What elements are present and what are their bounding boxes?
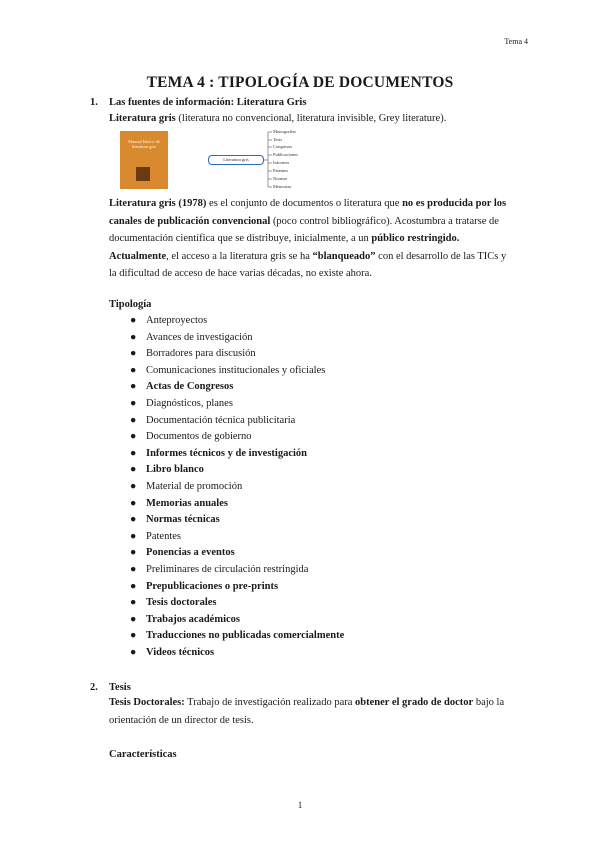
list-item xyxy=(130,396,344,413)
list-item xyxy=(130,462,344,479)
text-run: es el conjunto de documentos o literatura que xyxy=(206,198,403,209)
text-bold: Actualmente xyxy=(109,250,167,262)
concept-map-item: Publicaciones xyxy=(273,152,298,157)
section-1-number: 1. xyxy=(90,97,98,108)
text-run: Trabajo de investigación realizado para xyxy=(184,697,356,708)
text-run: , el acceso a la literatura gris se ha xyxy=(166,250,313,262)
list-item xyxy=(130,446,344,463)
term-bold: Literatura gris (1978) xyxy=(109,198,207,209)
list-item-label: Actas de Congresos xyxy=(146,381,234,393)
bullet-icon: ● xyxy=(130,514,137,526)
list-item xyxy=(130,512,344,529)
tipologia-list xyxy=(130,313,344,661)
list-item xyxy=(130,612,344,629)
text-bold: “blanqueado” xyxy=(312,250,376,262)
bullet-icon: ● xyxy=(130,464,137,476)
list-item-label: Anteproyectos xyxy=(146,315,208,326)
bullet-icon: ● xyxy=(130,315,137,326)
section-2-number: 2. xyxy=(90,682,98,693)
concept-map-item: Memorias xyxy=(273,184,292,189)
list-item xyxy=(130,313,344,330)
list-item xyxy=(130,429,344,446)
list-item-label: Patentes xyxy=(146,530,181,542)
list-item-label: Libro blanco xyxy=(146,464,204,476)
list-item-label: Comunicaciones institucionales y oficiales xyxy=(146,364,326,376)
caracteristicas-text: Características xyxy=(109,749,177,760)
text-run: con el desarrollo de las TICs y la xyxy=(109,250,507,279)
list-item-label: Avances de investigación xyxy=(146,331,253,343)
text-run: documentación científica que se distribuye, inicialmente, a un xyxy=(109,233,372,244)
text-bold: no es producida por los xyxy=(402,198,507,209)
concept-map-item: Normas xyxy=(273,176,288,181)
list-item-label: Trabajos académicos xyxy=(146,613,241,625)
book-title: Manual básico de literatura gris xyxy=(128,139,160,149)
list-item-label: Material de promoción xyxy=(146,480,243,492)
literatura-gris-definition xyxy=(109,109,446,128)
concept-map-item: Congresos xyxy=(273,144,292,149)
section-1-heading xyxy=(90,97,306,108)
list-item xyxy=(130,579,344,596)
tipologia-heading xyxy=(109,295,151,314)
bullet-icon: ● xyxy=(130,630,137,642)
term-bold: Tesis Doctorales: xyxy=(109,697,185,708)
concept-map-item: Monografías xyxy=(273,129,296,134)
bullet-icon: ● xyxy=(130,364,137,376)
list-item xyxy=(130,363,344,380)
def-term: Literatura gris xyxy=(109,113,176,124)
list-item-label: Documentación técnica publicitaria xyxy=(146,414,296,426)
text-bold: canales de publicación convencional xyxy=(109,215,271,227)
bullet-icon: ● xyxy=(130,646,137,658)
list-item-label: Memorias anuales xyxy=(146,497,228,509)
bullet-icon: ● xyxy=(130,431,137,443)
bullet-icon: ● xyxy=(130,480,137,492)
list-item-label: Prepublicaciones o pre-prints xyxy=(146,580,279,592)
list-item xyxy=(130,413,344,430)
bullet-icon: ● xyxy=(130,613,137,625)
page-header: Tema 4 xyxy=(504,37,528,46)
bullet-icon: ● xyxy=(130,348,137,360)
list-item xyxy=(130,628,344,645)
concept-map-center: Literatura gris xyxy=(208,155,264,165)
bullet-icon: ● xyxy=(130,497,137,509)
list-item xyxy=(130,346,344,363)
list-item xyxy=(130,545,344,562)
section-2-title: Tesis xyxy=(109,682,131,693)
list-item-label: Tesis doctorales xyxy=(146,597,217,609)
bullet-icon: ● xyxy=(130,563,137,575)
concept-map-item: Patentes xyxy=(273,168,288,173)
list-item xyxy=(130,496,344,513)
page-number: 1 xyxy=(297,800,303,810)
section-1-title: Las fuentes de información: Literatura Gris xyxy=(109,97,307,108)
list-item xyxy=(130,479,344,496)
bullet-icon: ● xyxy=(130,447,137,459)
bullet-icon: ● xyxy=(130,397,137,409)
list-item xyxy=(130,595,344,612)
definition-paragraph xyxy=(109,195,513,283)
bullet-icon: ● xyxy=(130,331,137,343)
section-2-heading xyxy=(90,682,131,693)
tipologia-heading-text: Tipología xyxy=(109,299,152,310)
text-bold: obtener el grado de doctor xyxy=(355,697,474,708)
list-item-label: Ponencias a eventos xyxy=(146,547,235,559)
text-run: (poco control bibliográfico). Acostumbra a tratarse de xyxy=(270,215,499,227)
caracteristicas-heading xyxy=(109,745,177,764)
bullet-icon: ● xyxy=(130,381,137,393)
concept-map-item: Informes xyxy=(273,160,290,165)
page-title: TEMA 4 : TIPOLOGÍA DE DOCUMENTOS xyxy=(146,74,454,91)
list-item xyxy=(130,562,344,579)
concept-map-item: Tesis xyxy=(273,137,283,142)
text-run: bajo la xyxy=(473,697,505,708)
list-item xyxy=(130,645,344,662)
text-run: orientación de un director de tesis. xyxy=(109,714,254,726)
list-item-label: Documentos de gobierno xyxy=(146,431,252,443)
list-item xyxy=(130,330,344,347)
list-item-label: Preliminares de circulación restringida xyxy=(146,563,309,575)
literatura-gris-figure xyxy=(120,131,325,191)
list-item-label: Traducciones no publicadas comercialmente xyxy=(146,630,345,642)
list-item-label: Diagnósticos, planes xyxy=(146,397,233,409)
bullet-icon: ● xyxy=(130,580,137,592)
text-bold: público restringido. xyxy=(371,233,460,244)
bullet-icon: ● xyxy=(130,547,137,559)
bullet-icon: ● xyxy=(130,530,137,542)
bullet-icon: ● xyxy=(130,414,137,426)
list-item xyxy=(130,529,344,546)
list-item xyxy=(130,379,344,396)
tesis-paragraph xyxy=(109,694,513,729)
bullet-icon: ● xyxy=(130,597,137,609)
list-item-label: Videos técnicos xyxy=(146,646,215,658)
text-run: dificultad de acceso de hace varias décadas, no existe ahora. xyxy=(119,268,372,279)
def-rest: (literatura no convencional, literatura invisible, Grey literature). xyxy=(175,113,447,124)
list-item-label: Informes técnicos y de investigación xyxy=(146,447,307,459)
list-item-label: Borradores para discusión xyxy=(146,348,256,360)
list-item-label: Normas técnicas xyxy=(146,514,220,526)
